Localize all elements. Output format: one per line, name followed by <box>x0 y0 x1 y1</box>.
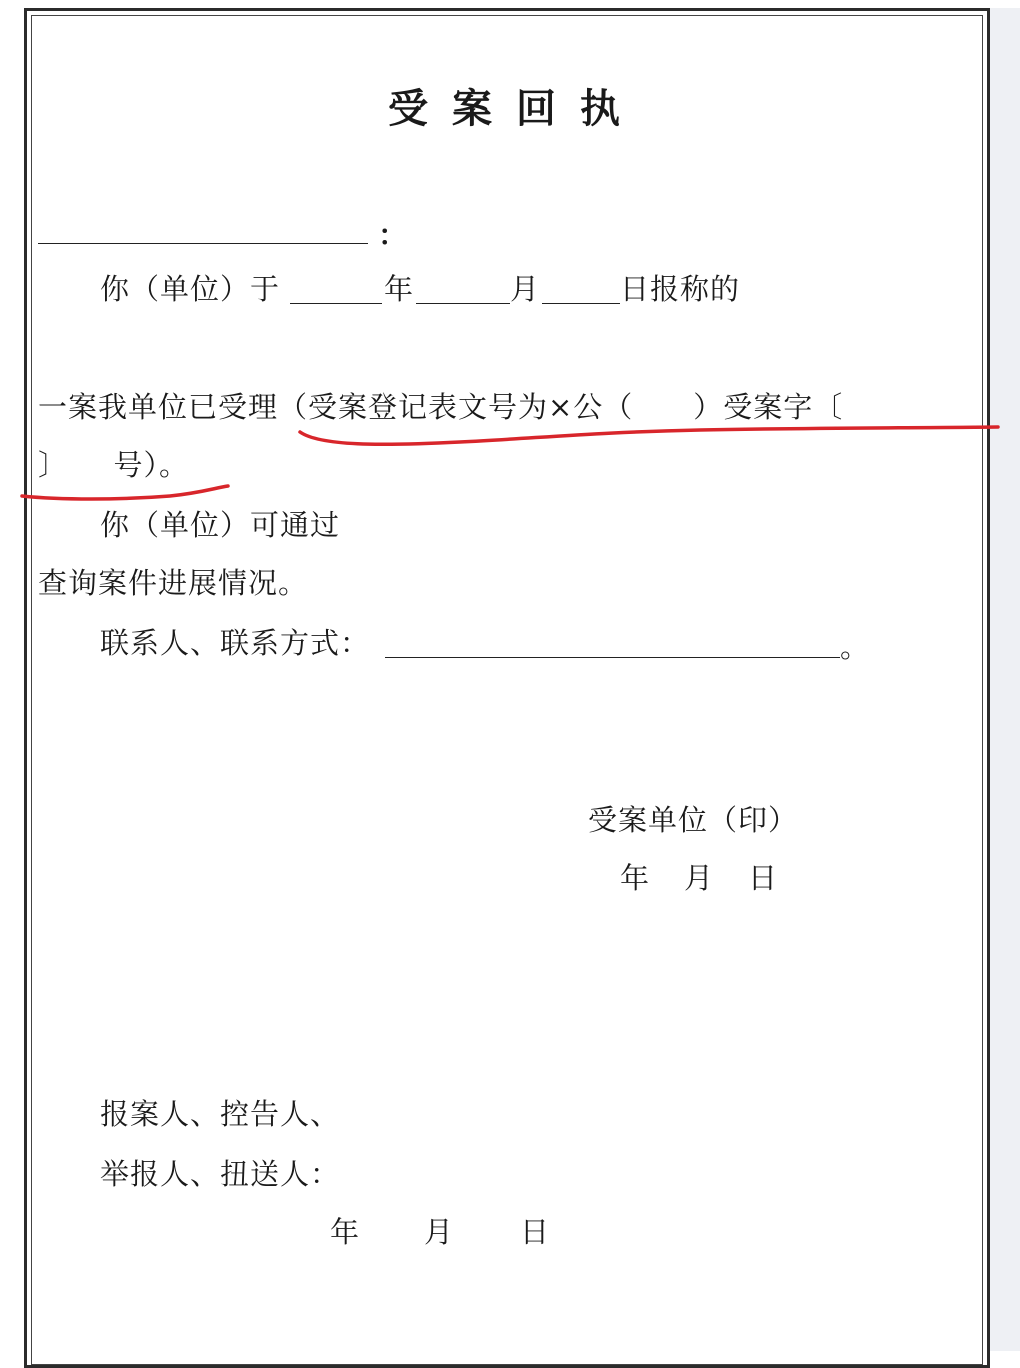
year-label: 年 <box>384 272 415 306</box>
reporter-date-day: 日 <box>520 1215 551 1249</box>
report-date-prefix: 你（单位）于 <box>100 272 281 306</box>
case-accepted-text: 一案我单位已受理（受案登记表文号为×公（ ）受案字〔 <box>38 390 844 424</box>
unit-date-month: 月 <box>684 861 715 895</box>
red-underline-1 <box>300 427 998 444</box>
contact-end: 。 <box>840 630 871 664</box>
reporter-label-1: 报案人、控告人、 <box>100 1097 341 1131</box>
query-via-text: 你（单位）可通过 <box>100 508 341 542</box>
reporter-date-month: 月 <box>424 1215 455 1249</box>
contact-label: 联系人、联系方式： <box>100 626 371 660</box>
red-underline-2 <box>22 486 228 499</box>
reporter-label-2: 举报人、扭送人： <box>100 1157 341 1191</box>
unit-date-day: 日 <box>748 861 779 895</box>
query-progress-text: 查询案件进展情况。 <box>38 566 309 600</box>
document-title: 受案回执 <box>388 85 644 132</box>
unit-seal-label: 受案单位（印） <box>588 803 799 837</box>
reporter-date-year: 年 <box>330 1215 361 1249</box>
unit-date-year: 年 <box>620 861 651 895</box>
addressee-colon: ： <box>378 218 409 252</box>
report-date-suffix: 日报称的 <box>620 272 741 306</box>
case-number-end: 〕 号）。 <box>38 448 190 482</box>
month-label: 月 <box>510 272 541 306</box>
